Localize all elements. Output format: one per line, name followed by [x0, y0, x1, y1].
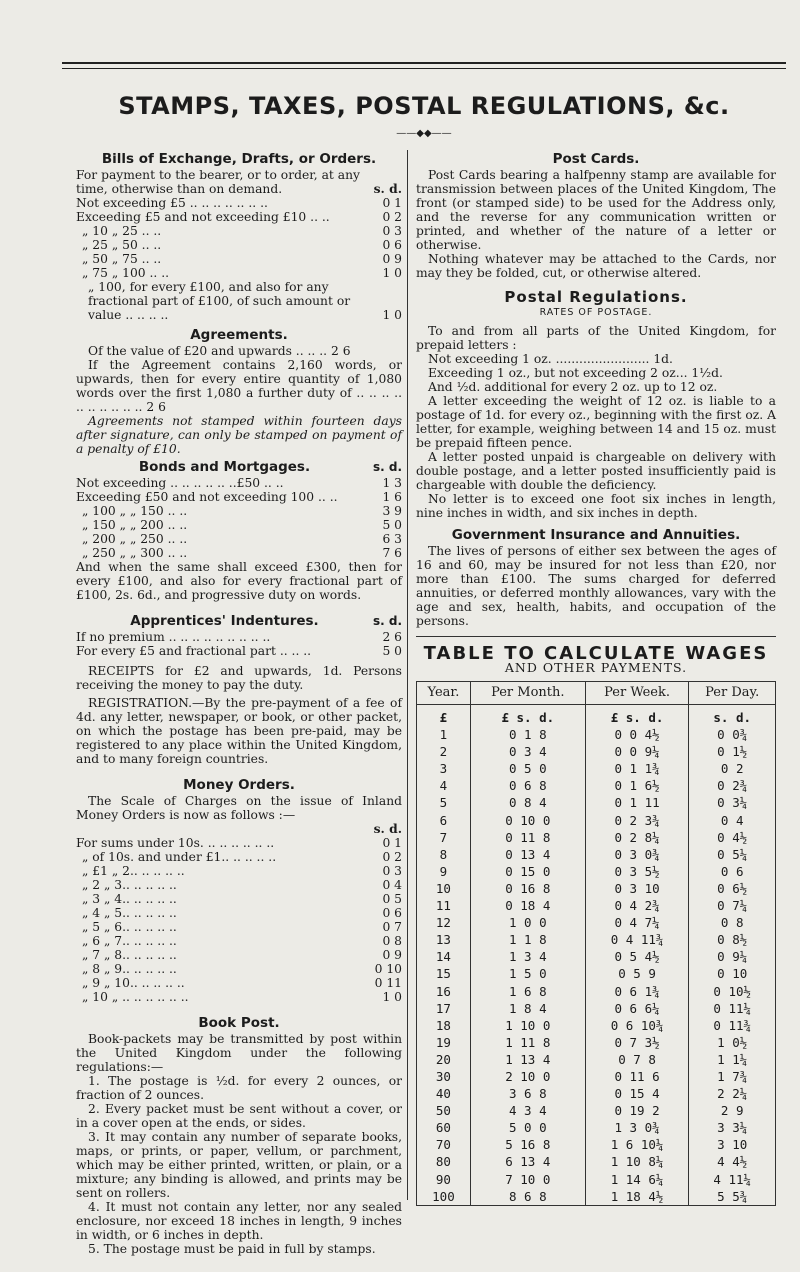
- wages-month-cell: 0 11 8: [470, 829, 585, 846]
- wages-week-cell: 0 15 4: [585, 1085, 689, 1102]
- bills-intro: For payment to the bearer, or to order, at any time, otherwise than on demand. s. d.: [76, 168, 402, 196]
- wages-month-cell: 0 10 0: [470, 812, 585, 829]
- post-cards-p2: Nothing whatever may be attached to the Cards, nor may they be folded, cut, or otherwise altered.: [416, 252, 776, 280]
- wages-week-cell: 0 1 6½: [585, 777, 689, 794]
- wages-month-cell: 1 10 0: [470, 1017, 585, 1034]
- postal-p2: A letter posted unpaid is chargeable on delivery with double postage, and a letter posted insufficiently paid is chargeable with double the deficiency.: [416, 450, 776, 492]
- money-order-row-amount: 0 9: [382, 948, 402, 962]
- book-post-intro: Book-packets may be transmitted by post within the United Kingdom under the following regulations:—: [76, 1032, 402, 1074]
- bills-row-amount: 0 1: [382, 196, 402, 210]
- wages-month-cell: 0 5 0: [470, 760, 585, 777]
- wages-week-cell: 0 7 8: [585, 1051, 689, 1068]
- money-order-row-amount: 0 3: [382, 864, 402, 878]
- wages-day-cell: 0 9¼: [689, 948, 776, 965]
- wages-week-cell: 0 7 3½: [585, 1034, 689, 1051]
- bonds-row-amount: 7 6: [382, 546, 402, 560]
- wages-year-cell: 70: [417, 1136, 471, 1153]
- wages-week-cell: 1 18 4½: [585, 1188, 689, 1206]
- wages-day-cell: 0 4: [689, 812, 776, 829]
- wages-row: [417, 863, 776, 880]
- money-order-row-label: „ 2 „ 3.. .. .. .. ..: [82, 878, 177, 892]
- post-cards-heading: Post Cards.: [552, 151, 640, 167]
- agreements-line1: Of the value of £20 and upwards .. .. .. 2 6: [88, 344, 351, 358]
- bonds-heading: Bonds and Mortgages.: [138, 459, 311, 475]
- book-post-rule: 3. It may contain any number of separate books, maps, or prints, or paper, vellum, or parchment, which may be either printed, written, or plain, or a mixture; any binding is allowed, and prints may be sent on rollers.: [76, 1130, 402, 1200]
- wages-year-cell: 90: [417, 1171, 471, 1188]
- wages-title: TABLE TO CALCULATE WAGES: [423, 643, 769, 664]
- book-post-rule: 5. The postage must be paid in full by stamps.: [88, 1242, 376, 1256]
- wages-week-cell: 0 3 0¾: [585, 846, 689, 863]
- wages-day-cell: 3 3¼: [689, 1119, 776, 1136]
- money-order-row-label: „ 5 „ 6.. .. .. .. ..: [82, 920, 177, 934]
- wages-day-cell: 1 0½: [689, 1034, 776, 1051]
- book-post-heading: Book Post.: [198, 1015, 280, 1031]
- wages-month-cell: 3 6 8: [470, 1085, 585, 1102]
- wages-week-cell: 0 2 8¼: [585, 829, 689, 846]
- money-order-row: [76, 864, 402, 878]
- apprentices-unit: s. d.: [372, 614, 402, 628]
- wages-month-cell: 0 8 4: [470, 794, 585, 811]
- money-order-row: [76, 948, 402, 962]
- wages-month-cell: 0 1 8: [470, 726, 585, 743]
- bonds-unit: s. d.: [372, 460, 402, 474]
- wages-day-cell: 0 10½: [689, 983, 776, 1000]
- left-column: [76, 150, 402, 1256]
- wages-day-cell: 0 1½: [689, 743, 776, 760]
- wages-row: [417, 1068, 776, 1085]
- wages-row: [417, 726, 776, 743]
- registration-text: REGISTRATION.—By the pre-payment of a fee of 4d. any letter, newspaper, or book, or other packet, on which the postage has been pre-paid, may be registered to any place within the United Kingdom, and to many foreign countries.: [76, 696, 402, 766]
- wages-year-cell: 9: [417, 863, 471, 880]
- top-rule: [62, 62, 786, 64]
- bonds-note: And when the same shall exceed £300, then for every £100, and also for every fractional part of £100, 2s. 6d., and progressive duty on words.: [76, 560, 402, 602]
- wages-row: [417, 1171, 776, 1188]
- wages-day-cell: 0 6: [689, 863, 776, 880]
- wages-year-cell: 20: [417, 1051, 471, 1068]
- wages-year-cell: 17: [417, 1000, 471, 1017]
- wages-day-cell: 0 8½: [689, 931, 776, 948]
- agreements-heading: Agreements.: [190, 327, 288, 343]
- bonds-row-label: Not exceeding .. .. .. .. .. ..£50 .. ..: [76, 476, 284, 490]
- money-orders-heading: Money Orders.: [183, 777, 295, 793]
- wages-day-cell: 1 7¾: [689, 1068, 776, 1085]
- bills-row: [76, 196, 402, 210]
- wages-week-cell: 0 3 5½: [585, 863, 689, 880]
- bills-row: [76, 224, 402, 238]
- postal-rate2: Exceeding 1 oz., but not exceeding 2 oz... 1½d.: [428, 366, 723, 380]
- wages-week-cell: 0 0 9¼: [585, 743, 689, 760]
- wages-week-cell: 0 5 4½: [585, 948, 689, 965]
- wages-day-cell: 1 1¼: [689, 1051, 776, 1068]
- bonds-row-label: „ 200 „ „ 250 .. ..: [82, 532, 188, 546]
- wages-row: [417, 1051, 776, 1068]
- wages-row: [417, 1034, 776, 1051]
- bonds-row-label: „ 250 „ „ 300 .. ..: [82, 546, 188, 560]
- right-column: [416, 150, 776, 1206]
- bills-row-amount: 0 9: [382, 252, 402, 266]
- money-order-row-amount: 0 6: [382, 906, 402, 920]
- wages-body: [417, 705, 776, 1206]
- bonds-rows: [76, 476, 402, 560]
- wages-row: [417, 948, 776, 965]
- money-order-row-label: „ 8 „ 9.. .. .. .. ..: [82, 962, 177, 976]
- bonds-row-label: „ 150 „ „ 200 .. ..: [82, 518, 188, 532]
- money-order-row-amount: 0 7: [382, 920, 402, 934]
- wages-day-cell: 0 2: [689, 760, 776, 777]
- apprentices-rows: [76, 630, 402, 658]
- bills-row-label: „ 10 „ 25 .. ..: [82, 224, 162, 238]
- wages-week-cell: 0 6 10¾: [585, 1017, 689, 1034]
- money-order-row: [76, 990, 402, 1004]
- money-order-row-amount: 0 11: [374, 976, 402, 990]
- bills-row-amount: 0 6: [382, 238, 402, 252]
- bonds-row-label: „ 100 „ „ 150 .. ..: [82, 504, 188, 518]
- wages-day-cell: 0 10: [689, 965, 776, 982]
- wages-year-cell: 13: [417, 931, 471, 948]
- money-order-row: [76, 878, 402, 892]
- top-rule-thin: [62, 68, 786, 69]
- wages-row: [417, 1085, 776, 1102]
- money-order-row-amount: 0 4: [382, 878, 402, 892]
- money-order-row: [76, 920, 402, 934]
- wages-row: [417, 829, 776, 846]
- wages-day-cell: 0 5¼: [689, 846, 776, 863]
- money-order-row-label: „ 9 „ 10.. .. .. .. ..: [82, 976, 185, 990]
- bonds-row: [76, 532, 402, 546]
- wages-row: [417, 777, 776, 794]
- wages-row: [417, 1017, 776, 1034]
- money-orders-intro: The Scale of Charges on the issue of Inland Money Orders is now as follows :—: [76, 794, 402, 822]
- money-order-row-label: „ 4 „ 5.. .. .. .. ..: [82, 906, 177, 920]
- wages-row: [417, 760, 776, 777]
- bonds-header: [76, 458, 402, 476]
- wages-week-cell: 0 1 1¾: [585, 760, 689, 777]
- wages-subtitle: AND OTHER PAYMENTS.: [504, 660, 688, 675]
- wages-year-cell: 2: [417, 743, 471, 760]
- wages-week-cell: 0 4 7¼: [585, 914, 689, 931]
- book-post-rule: 2. Every packet must be sent without a cover, or in a cover open at the ends, or sides.: [76, 1102, 402, 1130]
- bonds-row: [76, 546, 402, 560]
- money-order-row-label: „ 6 „ 7.. .. .. .. ..: [82, 934, 177, 948]
- bills-rows: [76, 196, 402, 280]
- wages-year-cell: 1: [417, 726, 471, 743]
- apprentices-row: [76, 630, 402, 644]
- postal-rate1: Not exceeding 1 oz. ........................ 1d.: [428, 352, 673, 366]
- wages-row: [417, 1102, 776, 1119]
- wages-day-cell: 3 10: [689, 1136, 776, 1153]
- wages-row: [417, 1188, 776, 1206]
- bills-row-label: Not exceeding £5 .. .. .. .. .. .. ..: [76, 196, 268, 210]
- wages-day-cell: 4 4½: [689, 1153, 776, 1170]
- bills-row-label: „ 50 „ 75 .. ..: [82, 252, 162, 266]
- bills-row-label: „ 75 „ 100 .. ..: [82, 266, 170, 280]
- wages-year-cell: 12: [417, 914, 471, 931]
- bills-row-amount: 1 0: [382, 266, 402, 280]
- bills-unit: s. d.: [373, 181, 402, 196]
- wages-week-cell: 0 5 9: [585, 965, 689, 982]
- wages-year-cell: 14: [417, 948, 471, 965]
- wages-week-cell: 1 10 8¼: [585, 1153, 689, 1170]
- wages-week-cell: 0 2 3¾: [585, 812, 689, 829]
- bills-row: [76, 252, 402, 266]
- wages-year-cell: 18: [417, 1017, 471, 1034]
- wages-week-cell: 0 0 4½: [585, 726, 689, 743]
- wages-units-row: £ £ s. d. £ s. d. s. d.: [417, 705, 776, 727]
- bills-row: [76, 266, 402, 280]
- wages-day-cell: 0 2¾: [689, 777, 776, 794]
- wages-row: [417, 1000, 776, 1017]
- bonds-row-amount: 6 3: [382, 532, 402, 546]
- bills-row-label: Exceeding £5 and not exceeding £10 .. ..: [76, 210, 330, 224]
- wages-year-cell: 30: [417, 1068, 471, 1085]
- wages-week-cell: 0 4 2¾: [585, 897, 689, 914]
- wages-month-cell: 1 0 0: [470, 914, 585, 931]
- postal-heading: Postal Regulations.: [504, 288, 688, 306]
- col-day: Per Day.: [689, 682, 776, 705]
- apprentices-row: [76, 644, 402, 658]
- wages-week-cell: 0 3 10: [585, 880, 689, 897]
- money-order-row-amount: 1 0: [382, 990, 402, 1004]
- page-sheet: [62, 62, 786, 1256]
- postal-rate3: And ½d. additional for every 2 oz. up to 12 oz.: [428, 380, 718, 394]
- money-orders-unit-row: s. d.: [373, 821, 402, 836]
- wages-year-cell: 5: [417, 794, 471, 811]
- wages-year-cell: 6: [417, 812, 471, 829]
- wages-day-cell: 0 3¼: [689, 794, 776, 811]
- wages-day-cell: 0 11¼: [689, 1000, 776, 1017]
- wages-month-cell: 1 13 4: [470, 1051, 585, 1068]
- money-order-row: [76, 836, 402, 850]
- apprentices-row-amount: 5 0: [382, 644, 402, 658]
- bills-row-amount: 0 2: [382, 210, 402, 224]
- wages-day-cell: 2 2¼: [689, 1085, 776, 1102]
- wages-row: [417, 846, 776, 863]
- wages-row: [417, 794, 776, 811]
- agreements-note: Agreements not stamped within fourteen days after signature, can only be stamped on payment of a penalty of £10.: [76, 414, 402, 456]
- post-cards-p1: Post Cards bearing a halfpenny stamp are available for transmission between places of the United Kingdom, The front (or stamped side) to be used for the Address only, and the reverse for any communication written or printed, and whether of the nature of a letter or otherwise.: [416, 168, 776, 252]
- money-order-row-label: „ 7 „ 8.. .. .. .. ..: [82, 948, 177, 962]
- book-post-rule: 4. It must not contain any letter, nor any sealed enclosure, nor exceed 18 inches in length, 9 inches in width, or 6 inches in depth.: [76, 1200, 402, 1242]
- wages-row: [417, 965, 776, 982]
- postal-p3: No letter is to exceed one foot six inches in length, nine inches in width, and six inches in depth.: [416, 492, 776, 520]
- wages-month-cell: 5 0 0: [470, 1119, 585, 1136]
- wages-year-cell: 7: [417, 829, 471, 846]
- apprentices-header: [76, 612, 402, 630]
- bills-row-amount: 0 3: [382, 224, 402, 238]
- wages-month-cell: 0 6 8: [470, 777, 585, 794]
- wages-row: [417, 1153, 776, 1170]
- wages-row: [417, 1119, 776, 1136]
- page-title: STAMPS, TAXES, POSTAL REGULATIONS, &c.: [118, 92, 730, 120]
- wages-week-cell: 0 6 1¾: [585, 983, 689, 1000]
- wages-day-cell: 4 11¼: [689, 1171, 776, 1188]
- wages-row: [417, 931, 776, 948]
- wages-row: [417, 983, 776, 1000]
- wages-month-cell: 0 3 4: [470, 743, 585, 760]
- bills-last-row: „ 100, for every £100, and also for any fractional part of £100, of such amount or value .. .. .. .. 1 0: [88, 280, 402, 322]
- money-order-row-label: „ of 10s. and under £1.. .. .. .. ..: [82, 850, 277, 864]
- bonds-row-label: Exceeding £50 and not exceeding 100 .. ..: [76, 490, 338, 504]
- wages-year-cell: 16: [417, 983, 471, 1000]
- wages-month-cell: 0 13 4: [470, 846, 585, 863]
- money-order-row-label: „ 10 „ .. .. .. .. .. ..: [82, 990, 189, 1004]
- wages-row: [417, 743, 776, 760]
- wages-month-cell: 4 3 4: [470, 1102, 585, 1119]
- wages-week-cell: 0 19 2: [585, 1102, 689, 1119]
- apprentices-heading: Apprentices' Indentures.: [130, 613, 319, 629]
- bills-row: [76, 210, 402, 224]
- column-divider: [407, 150, 408, 1200]
- bonds-row-amount: 3 9: [382, 504, 402, 518]
- wages-week-cell: 1 6 10¼: [585, 1136, 689, 1153]
- wages-month-cell: 1 5 0: [470, 965, 585, 982]
- wages-year-cell: 80: [417, 1153, 471, 1170]
- wages-week-cell: 0 1 11: [585, 794, 689, 811]
- bonds-row: [76, 518, 402, 532]
- wages-day-cell: 2 9: [689, 1102, 776, 1119]
- money-order-row: [76, 962, 402, 976]
- wages-day-cell: 0 6½: [689, 880, 776, 897]
- apprentices-row-amount: 2 6: [382, 630, 402, 644]
- wages-year-cell: 100: [417, 1188, 471, 1206]
- wages-month-cell: 0 15 0: [470, 863, 585, 880]
- wages-week-cell: 0 11 6: [585, 1068, 689, 1085]
- col-year: Year.: [417, 682, 471, 705]
- money-order-row-label: „ £1 „ 2.. .. .. .. ..: [82, 864, 185, 878]
- money-order-row-label: For sums under 10s. .. .. .. .. .. ..: [76, 836, 275, 850]
- wages-month-cell: 7 10 0: [470, 1171, 585, 1188]
- wages-week-cell: 1 14 6¼: [585, 1171, 689, 1188]
- wages-year-cell: 15: [417, 965, 471, 982]
- wages-week-cell: 0 4 11¾: [585, 931, 689, 948]
- wages-header-row: [417, 682, 776, 705]
- money-order-row-amount: 0 5: [382, 892, 402, 906]
- bonds-row-amount: 1 6: [382, 490, 402, 504]
- postal-subheading: RATES OF POSTAGE.: [539, 307, 653, 318]
- apprentices-row-label: For every £5 and fractional part .. .. ..: [76, 644, 312, 658]
- book-post-rule: 1. The postage is ½d. for every 2 ounces, or fraction of 2 ounces.: [76, 1074, 402, 1102]
- money-order-row: [76, 850, 402, 864]
- wages-month-cell: 2 10 0: [470, 1068, 585, 1085]
- money-order-row-amount: 0 2: [382, 850, 402, 864]
- wages-year-cell: 3: [417, 760, 471, 777]
- insurance-text: The lives of persons of either sex between the ages of 16 and 60, may be insured for not less than £20, nor more than £100. The sums charged for deferred annuities, or deferred monthly allowances, vary with the age and sex, health, habits, and occupation of the persons.: [416, 544, 776, 628]
- col-month: Per Month.: [470, 682, 585, 705]
- book-post-rules: [76, 1074, 402, 1256]
- bills-row: [76, 238, 402, 252]
- wages-week-cell: 0 6 6¼: [585, 1000, 689, 1017]
- title-ornament: ——◆◆——: [396, 128, 452, 139]
- wages-table: [416, 681, 776, 1206]
- wages-year-cell: 19: [417, 1034, 471, 1051]
- wages-month-cell: 1 1 8: [470, 931, 585, 948]
- col-week: Per Week.: [585, 682, 689, 705]
- bonds-row: [76, 504, 402, 518]
- wages-month-cell: 1 6 8: [470, 983, 585, 1000]
- money-order-row-label: „ 3 „ 4.. .. .. .. ..: [82, 892, 177, 906]
- wages-year-cell: 50: [417, 1102, 471, 1119]
- wages-row: [417, 914, 776, 931]
- money-orders-rows: [76, 836, 402, 1004]
- bonds-row: [76, 476, 402, 490]
- wages-month-cell: 8 6 8: [470, 1188, 585, 1206]
- money-order-row: [76, 906, 402, 920]
- wages-month-cell: 5 16 8: [470, 1136, 585, 1153]
- wages-year-cell: 10: [417, 880, 471, 897]
- wages-day-cell: 5 5¾: [689, 1188, 776, 1206]
- section-rule: [416, 636, 776, 637]
- postal-p1: A letter exceeding the weight of 12 oz. is liable to a postage of 1d. for every oz., beginning with the first oz. A letter, for example, weighing between 14 and 15 oz. must be prepaid fifteen pence.: [416, 394, 776, 450]
- money-order-row-amount: 0 1: [382, 836, 402, 850]
- insurance-heading: Government Insurance and Annuities.: [451, 527, 741, 543]
- wages-day-cell: 0 4½: [689, 829, 776, 846]
- wages-day-cell: 0 11¾: [689, 1017, 776, 1034]
- wages-day-cell: 0 8: [689, 914, 776, 931]
- wages-month-cell: 1 11 8: [470, 1034, 585, 1051]
- bonds-row-amount: 5 0: [382, 518, 402, 532]
- wages-row: [417, 1136, 776, 1153]
- money-order-row-amount: 0 10: [374, 962, 402, 976]
- wages-month-cell: 0 16 8: [470, 880, 585, 897]
- wages-week-cell: 1 3 0¾: [585, 1119, 689, 1136]
- agreements-line2: If the Agreement contains 2,160 words, or upwards, then for every entire quantity of 1,080 words over the first 1,080 a further duty of .. .. .. .. .. .. .. .. .. .. 2 6: [76, 358, 402, 414]
- money-order-row-amount: 0 8: [382, 934, 402, 948]
- wages-year-cell: 60: [417, 1119, 471, 1136]
- wages-year-cell: 4: [417, 777, 471, 794]
- postal-intro: To and from all parts of the United Kingdom, for prepaid letters :: [416, 324, 776, 352]
- bills-heading: Bills of Exchange, Drafts, or Orders.: [101, 151, 377, 167]
- wages-month-cell: 0 18 4: [470, 897, 585, 914]
- money-order-row: [76, 934, 402, 948]
- wages-month-cell: 1 3 4: [470, 948, 585, 965]
- wages-day-cell: 0 0¾: [689, 726, 776, 743]
- wages-row: [417, 812, 776, 829]
- wages-month-cell: 1 8 4: [470, 1000, 585, 1017]
- receipts-text: RECEIPTS for £2 and upwards, 1d. Persons receiving the money to pay the duty.: [76, 664, 402, 692]
- wages-month-cell: 6 13 4: [470, 1153, 585, 1170]
- wages-row: [417, 880, 776, 897]
- money-order-row: [76, 976, 402, 990]
- wages-year-cell: 8: [417, 846, 471, 863]
- bills-row-label: „ 25 „ 50 .. ..: [82, 238, 162, 252]
- wages-row: [417, 897, 776, 914]
- wages-year-cell: 40: [417, 1085, 471, 1102]
- apprentices-row-label: If no premium .. .. .. .. .. .. .. .. ..: [76, 630, 271, 644]
- wages-year-cell: 11: [417, 897, 471, 914]
- wages-day-cell: 0 7¼: [689, 897, 776, 914]
- money-order-row: [76, 892, 402, 906]
- bonds-row: [76, 490, 402, 504]
- bonds-row-amount: 1 3: [382, 476, 402, 490]
